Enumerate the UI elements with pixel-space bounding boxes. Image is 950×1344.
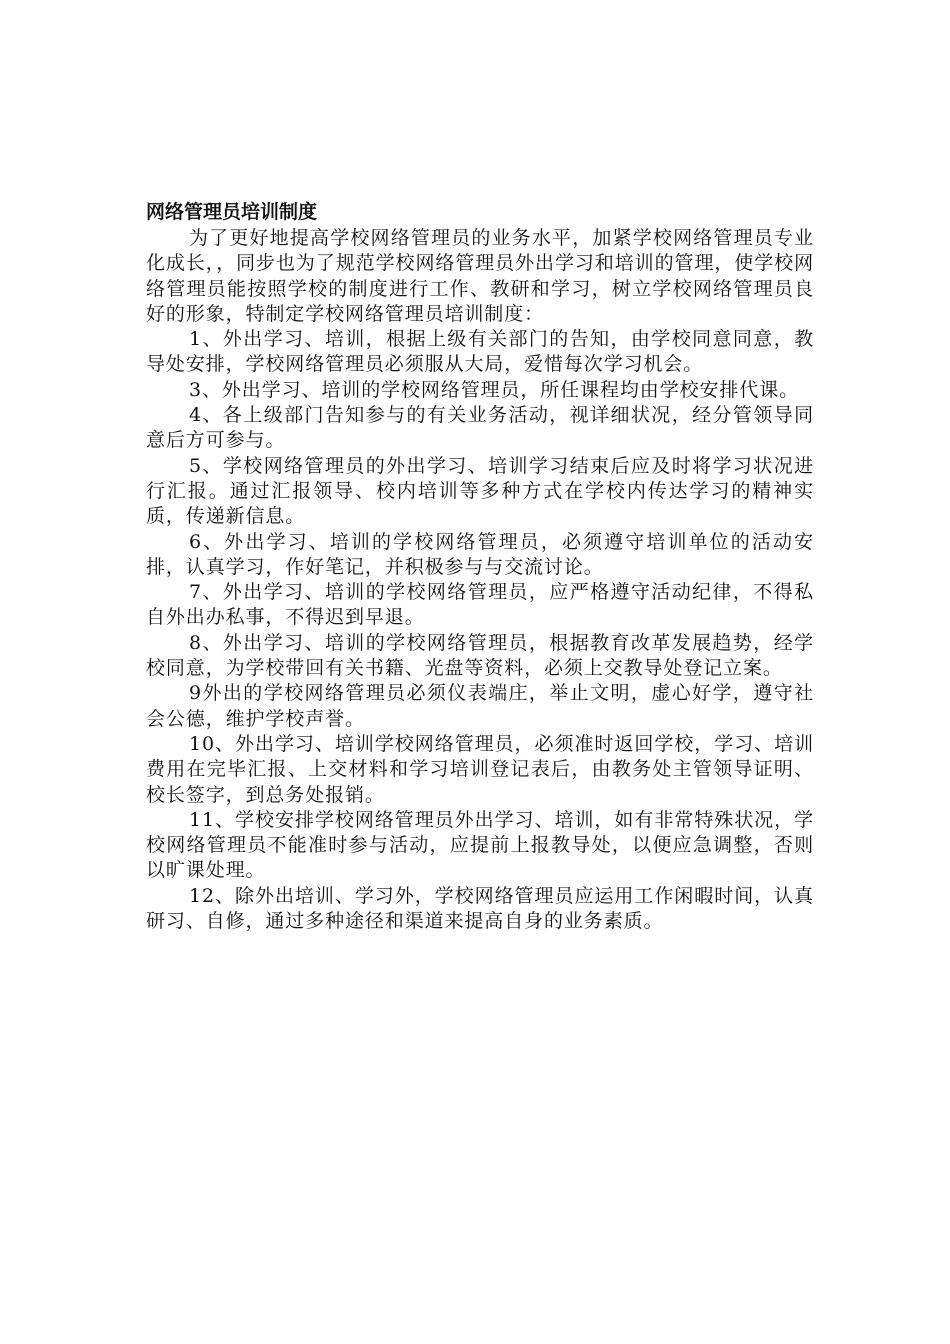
rule-item-10: 10、外出学习、培训学校网络管理员，必须准时返回学校，学习、培训费用在完毕汇报、上交材料和学习培训登记表后，由教务处主管领导证明、校长签字，到总务处报销。 (146, 732, 814, 806)
rule-item-9: 9外出的学校网络管理员必须仪表端庄，举止文明，虚心好学，遵守社会公德，维护学校声誉。 (146, 682, 814, 730)
rule-item-12: 12、除外出培训、学习外，学校网络管理员应运用工作闲暇时间，认真研习、自修，通过多种途径和渠道来提高自身的业务素质。 (146, 884, 814, 933)
rule-item-7: 7、外出学习、培训的学校网络管理员，应严格遵守活动纪律，不得私自外出办私事，不得迟到早退。 (146, 581, 814, 629)
rule-item-4: 4、各上级部门告知参与的有关业务活动，视详细状况，经分管领导同意后方可参与。 (146, 404, 814, 452)
rule-item-3: 3、外出学习、培训的学校网络管理员，所任课程均由学校安排代课。 (189, 378, 799, 401)
rule-item-8: 8、外出学习、培训的学校网络管理员，根据教育改革发展趋势，经学校同意，为学校带回有关书籍、光盘等资料，必须上交教导处登记立案。 (146, 631, 814, 680)
intro-paragraph: 为了更好地提高学校网络管理员的业务水平，加紧学校网络管理员专业化成长，，同步也为了规范学校网络管理员外出学习和培训的管理，使学校网络管理员能按照学校的制度进行工作、教研和学习，树立学校网络管理员良好的形象，特制定学校网络管理员培训制度： (146, 227, 814, 325)
rule-item-1: 1、外出学习、培训，根据上级有关部门的告知，由学校同意同意，教导处安排，学校网络管理员必须服从大局，爱惜每次学习机会。 (146, 328, 814, 376)
document-page (146, 198, 814, 934)
rule-item-11: 11、学校安排学校网络管理员外出学习、培训，如有非常特殊状况，学校网络管理员不能准时参与活动，应提前上报教导处，以便应急调整，否则以旷课处理。 (146, 808, 814, 882)
rule-item-6: 6、外出学习、培训的学校网络管理员，必须遵守培训单位的活动安排，认真学习，作好笔记，并积极参与与交流讨论。 (146, 530, 814, 578)
document-title: 网络管理员培训制度 (146, 201, 318, 223)
rule-item-5: 5、学校网络管理员的外出学习、培训学习结束后应及时将学习状况进行汇报。通过汇报领导、校内培训等多种方式在学校内传达学习的精神实质，传递新信息。 (146, 454, 814, 528)
